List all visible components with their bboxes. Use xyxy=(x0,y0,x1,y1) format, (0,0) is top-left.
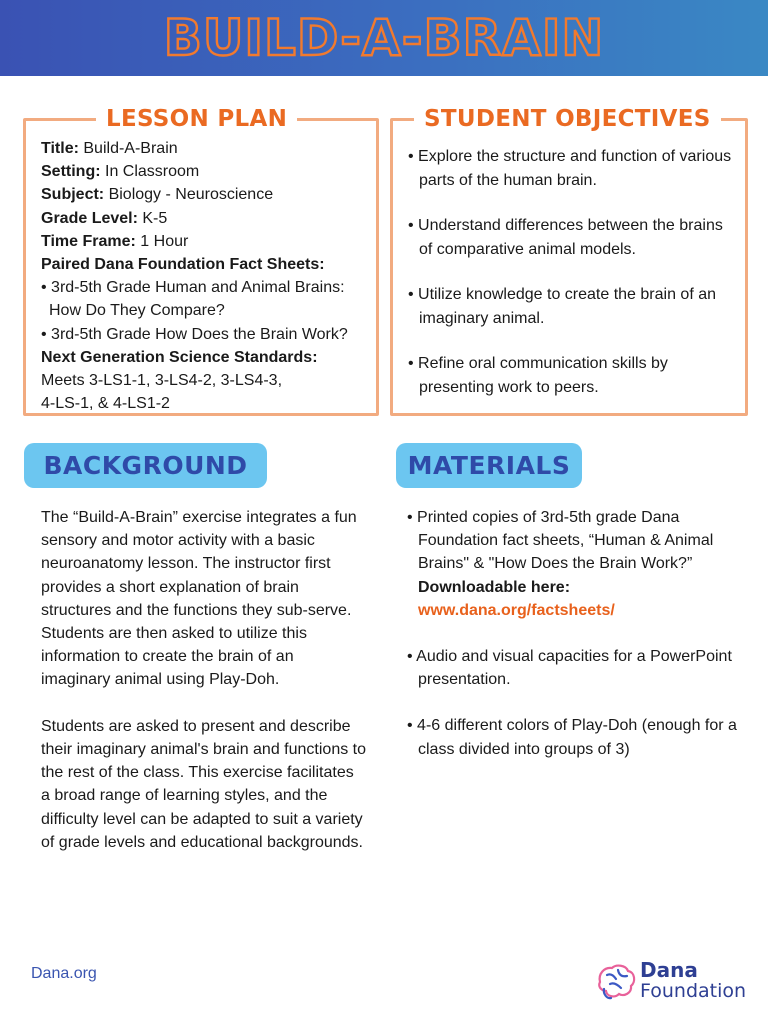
title-value: Build-A-Brain xyxy=(78,140,178,157)
materials-list xyxy=(407,506,747,784)
footer-url-link[interactable]: Dana.org xyxy=(31,965,97,982)
paired-label-text: Paired Dana Foundation Fact Sheets: xyxy=(41,256,325,274)
lesson-plan-details xyxy=(41,137,371,415)
time-label: Time Frame: xyxy=(41,232,136,250)
material-item: • Audio and visual capacities for a PowerPoint presentation. xyxy=(407,648,732,689)
grade-label: Grade Level: xyxy=(41,209,138,227)
title-banner xyxy=(0,0,768,76)
background-text xyxy=(41,506,366,877)
material-item xyxy=(407,506,747,622)
factsheets-link[interactable]: www.dana.org/factsheets/ xyxy=(418,601,615,619)
dana-foundation-logo xyxy=(594,958,754,1008)
grade-value: K-5 xyxy=(137,209,168,227)
lesson-subject-row xyxy=(41,183,371,206)
ngss-standards-1: Meets 3-LS1-1, 3-LS4-2, 3-LS4-3, xyxy=(41,372,283,390)
subject-label: Subject: xyxy=(41,186,105,204)
setting-label: Setting: xyxy=(41,163,101,181)
subject-value: Biology - Neuroscience xyxy=(104,186,274,204)
lesson-grade-row xyxy=(41,207,371,230)
logo-wordmark xyxy=(640,960,746,1002)
objective-item: • Refine oral communication skills by presenting work to peers. xyxy=(408,355,668,396)
paired-fact-sheets-label xyxy=(41,253,371,276)
logo-line-1: Dana xyxy=(640,958,698,982)
objective-item: • Utilize knowledge to create the brain of an imaginary animal. xyxy=(408,286,716,327)
objectives-list xyxy=(408,145,738,421)
background-paragraph: Students are asked to present and describe their imaginary animal's brain and functions to the rest of the class. This exercise facilitates a broad range of learning styles, and the difficulty level can be adapted to suit a variety of grade levels and educational backgrounds. xyxy=(41,717,366,851)
paired-sheet-2: • 3rd-5th Grade How Does the Brain Work? xyxy=(41,325,348,343)
logo-line-2: Foundation xyxy=(640,980,747,1002)
ngss-standards-2: 4-LS-1, & 4-LS1-2 xyxy=(41,395,170,413)
objective-item: • Understand differences between the brains of comparative animal models. xyxy=(408,217,723,258)
background-heading: BACKGROUND xyxy=(24,443,267,488)
objectives-heading: STUDENT OBJECTIVES xyxy=(414,104,721,134)
ngss-label-text: Next Generation Science Standards: xyxy=(41,348,318,366)
page-title: BUILD-A-BRAIN xyxy=(163,9,605,67)
lesson-plan-heading: LESSON PLAN xyxy=(96,104,297,134)
time-value: 1 Hour xyxy=(135,232,189,250)
setting-value: In Classroom xyxy=(100,163,200,181)
materials-heading: MATERIALS xyxy=(396,443,582,488)
brain-icon xyxy=(594,960,638,1004)
objective-item: • Explore the structure and function of various parts of the human brain. xyxy=(408,148,732,189)
material-item: • 4-6 different colors of Play-Doh (enough for a class divided into groups of 3) xyxy=(407,717,737,758)
lesson-title-row xyxy=(41,137,371,160)
download-label: Downloadable here: xyxy=(418,578,571,596)
lesson-setting-row xyxy=(41,160,371,183)
ngss-label xyxy=(41,346,371,369)
title-label: Title: xyxy=(41,140,79,157)
lesson-time-row xyxy=(41,230,371,253)
material-item-text: • Printed copies of 3rd-5th grade Dana Foundation fact sheets, “Human & Animal Brains" & "How Does the Brain Work?” xyxy=(407,509,714,573)
paired-sheet-1-cont: How Do They Compare? xyxy=(49,302,225,320)
paired-sheet-1: • 3rd-5th Grade Human and Animal Brains: xyxy=(41,279,345,297)
background-paragraph: The “Build-A-Brain” exercise integrates a fun sensory and motor activity with a basic neuroanatomy lesson. The instructor first provides a short explanation of brain structures and the functions they sub-serve. Students are then asked to utilize this information to create the brain of an imaginary animal using Play-Doh. xyxy=(41,509,357,689)
